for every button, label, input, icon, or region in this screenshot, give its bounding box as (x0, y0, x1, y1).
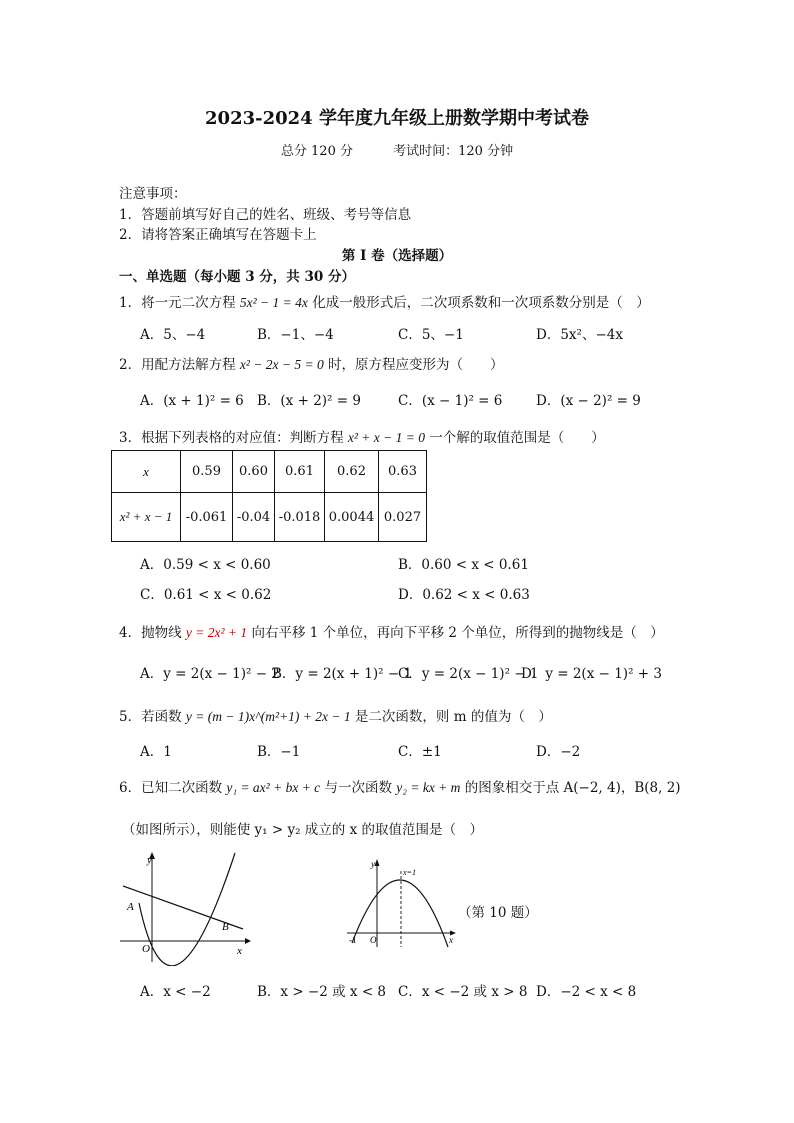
symmetry-axis-label: x=1 (403, 868, 416, 877)
exam-time: 考试时间：120 分钟 (393, 144, 514, 159)
question-2 (119, 353, 504, 373)
question-1 (119, 291, 650, 311)
q3-option-d: D．0.62 < x < 0.63 (398, 587, 530, 603)
q1-option-d: D．5x²、−4x (536, 327, 623, 343)
part-title: 第 I 卷（选择题） (341, 248, 453, 264)
point-a-label: A (127, 901, 134, 913)
q1-equation: 5x² − 1 = 4x (239, 295, 308, 310)
figure-1-graph (115, 850, 255, 966)
q3-option-c: C．0.61 < x < 0.62 (140, 587, 272, 603)
q1-suffix: 化成一般形式后，二次项系数和一次项系数分别是（ ） (307, 295, 650, 311)
q6-equation-1: y₁ = ax² + bx + c (226, 780, 321, 795)
value-table (111, 450, 427, 542)
table-row (112, 451, 427, 493)
q4-equation: y = 2x² + 1 (185, 625, 248, 640)
table-cell: 0.027 (379, 493, 427, 542)
table-cell: 0.60 (233, 451, 275, 493)
q4-option-d: D．y = 2(x − 1)² + 3 (521, 666, 662, 682)
x-axis-label: x (449, 935, 453, 945)
q4-option-a: A．y = 2(x − 1)² − 2 (140, 666, 280, 682)
table-cell: 0.0044 (325, 493, 379, 542)
x-axis-label: x (237, 945, 242, 957)
y-axis-label: y (147, 854, 152, 866)
q1-option-b: B．−1、−4 (257, 327, 334, 343)
q2-equation: x² − 2x − 5 = 0 (239, 357, 324, 372)
q2-option-c: C．(x − 1)² = 6 (398, 393, 503, 409)
q3-suffix: 一个解的取值范围是（ ） (425, 430, 605, 446)
origin-label: O (142, 943, 150, 955)
q1-option-c: C．5、−1 (398, 327, 464, 343)
table-cell: -0.061 (181, 493, 233, 542)
table-cell: 0.63 (379, 451, 427, 493)
q6-suffix: 的图象相交于点 A(−2, 4)，B(8, 2) (460, 780, 681, 796)
q3-prefix: 3．根据下列表格的对应值：判断方程 (119, 430, 348, 446)
q4-option-c: C．y = 2(x − 1)² − 1 (398, 666, 539, 682)
q5-option-b: B．−1 (257, 744, 301, 760)
notes-heading: 注意事项： (119, 186, 187, 202)
table-cell: x (112, 451, 181, 493)
q6-equation-2: y₂ = kx + m (396, 780, 461, 795)
q6-option-b: B．x > −2 或 x < 8 (257, 984, 387, 1000)
total-score: 总分 120 分 (280, 144, 353, 159)
q5-option-a: A．1 (140, 744, 172, 760)
q1-option-a: A．5、−4 (140, 327, 206, 343)
q3-option-b: B．0.60 < x < 0.61 (398, 557, 529, 573)
question-4 (119, 621, 664, 641)
y-axis-arrow (375, 859, 380, 866)
table-cell: x² + x − 1 (112, 493, 181, 542)
section-heading: 一、单选题（每小题 3 分，共 30 分） (119, 269, 355, 285)
question-5 (119, 705, 552, 725)
q5-equation: y = (m − 1)x^(m²+1) + 2x − 1 (185, 709, 351, 724)
table-cell: 0.62 (325, 451, 379, 493)
q2-option-a: A．(x + 1)² = 6 (140, 393, 244, 409)
exam-title: 2023-2024 学年度九年级上册数学期中考试卷 (205, 108, 589, 129)
parabola-curve (352, 880, 448, 947)
figure-2-graph (345, 855, 460, 950)
notes-item-2: 2．请将答案正确填写在答题卡上 (119, 227, 317, 243)
q1-prefix: 1．将一元二次方程 (119, 295, 240, 311)
table-cell: -0.018 (275, 493, 325, 542)
q5-option-d: D．−2 (536, 744, 581, 760)
notes-item-1: 1．答题前填写好自己的姓名、班级、考号等信息 (119, 207, 412, 223)
q6-option-d: D．−2 < x < 8 (536, 984, 637, 1000)
point-b-label: B (222, 921, 229, 933)
q4-option-b: B．y = 2(x + 1)² − 1 (272, 666, 413, 682)
q3-equation: x² + x − 1 = 0 (347, 430, 426, 445)
q6-option-c: C．x < −2 或 x > 8 (398, 984, 528, 1000)
q4-suffix: 向右平移 1 个单位，再向下平移 2 个单位，所得到的抛物线是（ ） (247, 625, 664, 641)
y-axis-label: y (371, 859, 375, 869)
q5-option-c: C．±1 (398, 744, 442, 760)
table-row (112, 493, 427, 542)
q5-prefix: 5．若函数 (119, 709, 186, 725)
q4-prefix: 4．抛物线 (119, 625, 186, 641)
q2-option-b: B．(x + 2)² = 9 (257, 393, 361, 409)
q2-suffix: 时，原方程应变形为（ ） (323, 357, 504, 373)
q6-line-2: （如图所示），则能使 y₁ > y₂ 成立的 x 的取值范围是（ ） (122, 822, 483, 838)
q2-option-d: D．(x − 2)² = 9 (536, 393, 641, 409)
neg-one-label: -1 (349, 935, 357, 945)
table-cell: -0.04 (233, 493, 275, 542)
x-axis-arrow (245, 938, 251, 944)
q5-suffix: 是二次函数，则 m 的值为（ ） (350, 709, 552, 725)
origin-label: O (370, 935, 377, 945)
q3-option-a: A．0.59 < x < 0.60 (140, 557, 271, 573)
question-3 (119, 426, 605, 446)
figure-2-caption: （第 10 题） (458, 905, 538, 921)
q6-mid: 与一次函数 (320, 780, 397, 796)
q2-prefix: 2．用配方法解方程 (119, 357, 240, 373)
exam-info (0, 140, 794, 159)
question-6 (119, 776, 681, 796)
table-cell: 0.59 (181, 451, 233, 493)
q6-prefix: 6．已知二次函数 (119, 780, 227, 796)
table-cell: 0.61 (275, 451, 325, 493)
q6-option-a: A．x < −2 (140, 984, 211, 1000)
